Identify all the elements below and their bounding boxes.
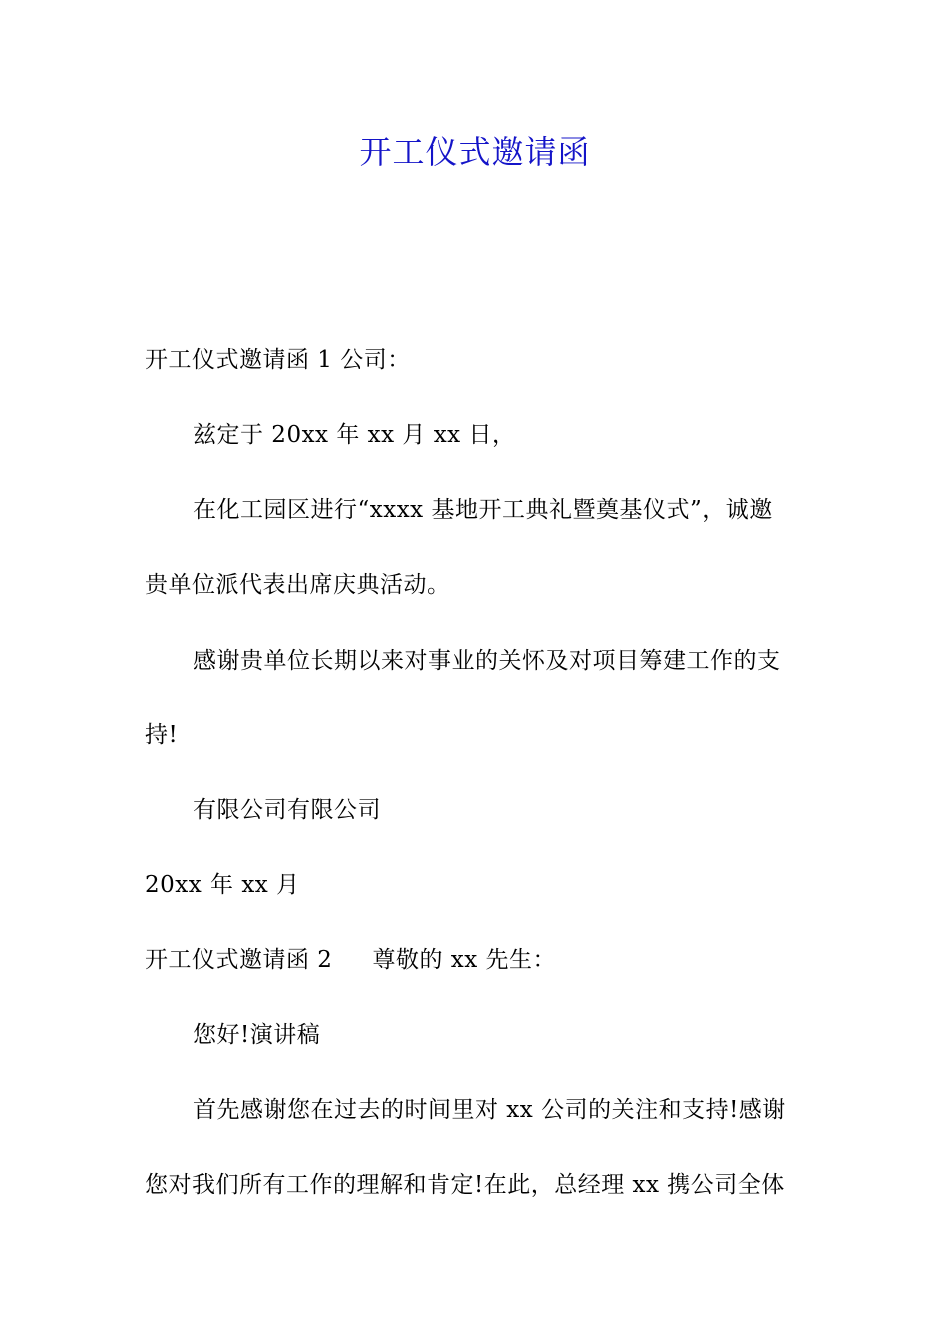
letter2-heading: 开工仪式邀请函 2 (145, 947, 333, 973)
paragraph-appreciation-line2: 您对我们所有工作的理解和肯定!在此，总经理 xx 携公司全体 (145, 1172, 785, 1198)
letter2-heading-line (145, 945, 810, 975)
document-title: 开工仪式邀请函 (359, 133, 591, 171)
letter1-heading: 开工仪式邀请函 1 公司： (145, 347, 411, 373)
paragraph-appreciation-line1: 首先感谢您在过去的时间里对 xx 公司的关注和支持!感谢 (193, 1097, 786, 1123)
signature-date: 20xx 年 xx 月 (145, 872, 300, 898)
paragraph-thanks-line1: 感谢贵单位长期以来对事业的关怀及对项目筹建工作的支 (193, 648, 781, 674)
paragraph-date: 兹定于 20xx 年 xx 月 xx 日， (193, 422, 516, 448)
paragraph-event-line2: 贵单位派代表出席庆典活动。 (145, 572, 451, 598)
signature-company: 有限公司有限公司 (193, 797, 381, 823)
paragraph-greeting: 您好!演讲稿 (193, 1022, 321, 1048)
paragraph-event-line1: 在化工园区进行“xxxx 基地开工典礼暨奠基仪式”，诚邀 (193, 497, 773, 523)
letter2-salutation: 尊敬的 xx 先生： (372, 947, 557, 973)
paragraph-thanks-line2: 持! (145, 722, 179, 748)
